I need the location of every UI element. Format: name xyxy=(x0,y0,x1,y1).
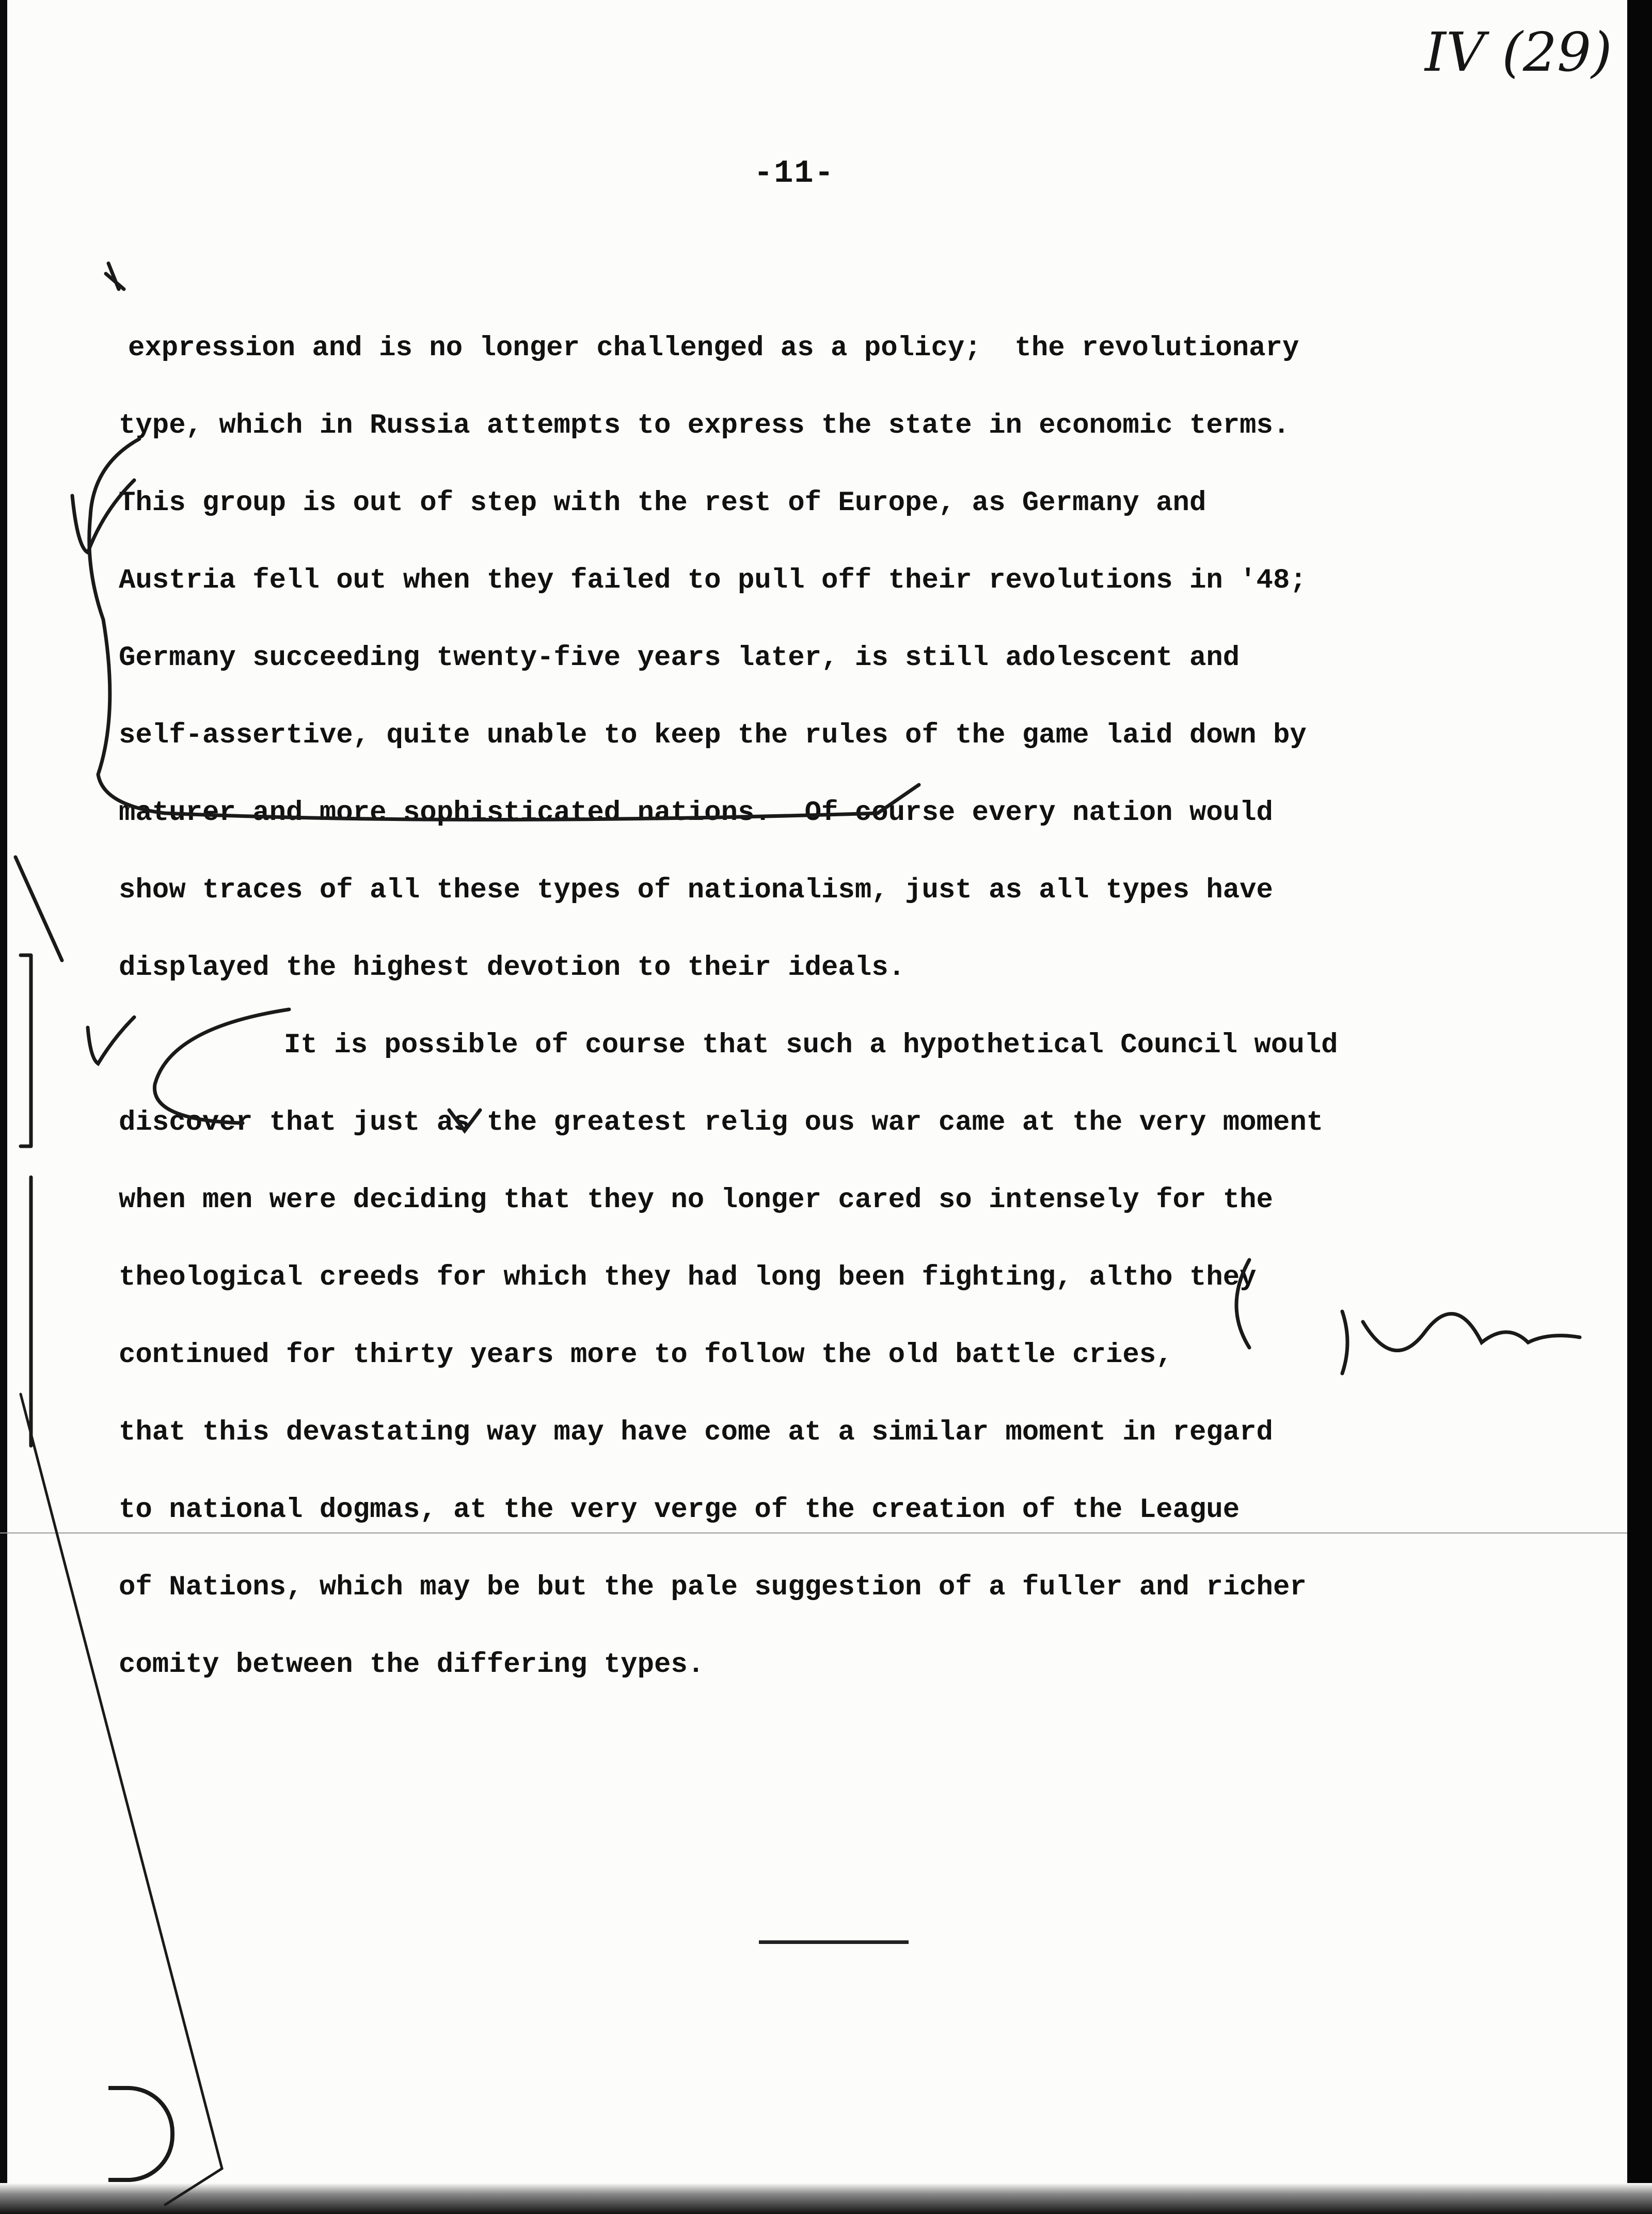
archive-stamp xyxy=(108,2086,174,2182)
end-rule xyxy=(759,1940,909,1944)
text-line: type, which in Russia attempts to express the state in economic terms. xyxy=(119,410,1290,441)
text-line: Austria fell out when they failed to pull off their revolutions in '48; xyxy=(119,565,1307,596)
text-line: self-assertive, quite unable to keep the rules of the game laid down by xyxy=(119,720,1307,751)
left-bracket xyxy=(21,955,31,1146)
text-line: This group is out of step with the rest of Europe, as Germany and xyxy=(119,487,1206,519)
pencil-tick-mark xyxy=(106,263,124,289)
text-line: displayed the highest devotion to their ideals. xyxy=(119,952,906,984)
text-line: continued for thirty years more to follow the old battle cries, xyxy=(119,1339,1173,1371)
scan-border-bottom xyxy=(0,2183,1652,2214)
text-line: when men were deciding that they no longer cared so intensely for the xyxy=(119,1184,1273,1216)
text-line: to national dogmas, at the very verge of the creation of the League xyxy=(119,1494,1240,1526)
text-line: maturer and more sophisticated nations. Of course every nation would xyxy=(119,797,1273,829)
text-line: Germany succeeding twenty-five years later, is still adolescent and xyxy=(119,642,1240,674)
text-line: discover that just as the greatest relig ous war came at the very moment xyxy=(119,1107,1324,1138)
paragraph-start-line: It is possible of course that such a hypothetical Council would xyxy=(284,1030,1338,1061)
text-line: that this devastating way may have come at a similar moment in regard xyxy=(119,1417,1273,1448)
text-line: show traces of all these types of nationalism, just as all types have xyxy=(119,875,1273,906)
text-line: of Nations, which may be but the pale suggestion of a fuller and richer xyxy=(119,1572,1307,1603)
archive-reference-mark: IV (29) xyxy=(1425,21,1612,84)
text-line: comity between the differing types. xyxy=(119,1649,705,1681)
typed-body-text xyxy=(119,310,1544,1704)
margin-slash xyxy=(15,857,62,960)
page-number: -11- xyxy=(754,155,835,192)
scan-border-right xyxy=(1627,0,1652,2214)
text-line: expression and is no longer challenged as a policy; the revolutionary xyxy=(128,333,1299,364)
text-line: theological creeds for which they had long been fighting, altho they xyxy=(119,1262,1257,1293)
scan-border-left xyxy=(0,0,7,2214)
